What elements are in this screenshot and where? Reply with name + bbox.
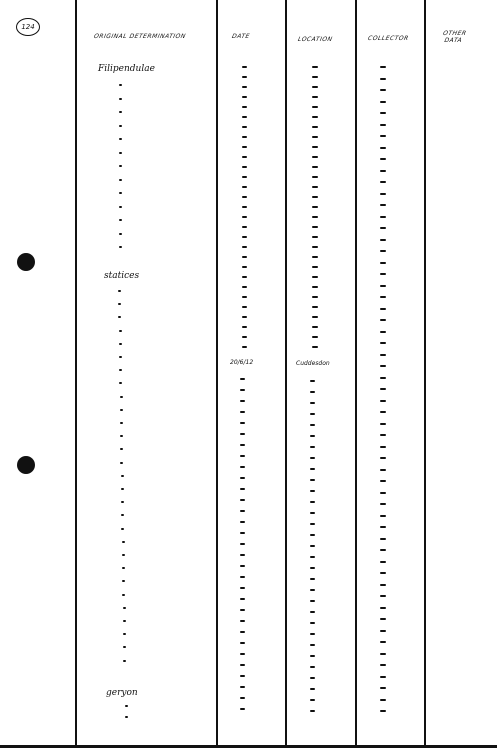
ditto-mark-location: [312, 106, 318, 108]
header-original-determination: ORIGINAL DETERMINATION: [93, 33, 187, 40]
ditto-mark-date: [242, 336, 247, 338]
ditto-mark-det: [125, 716, 128, 718]
ditto-mark-det: [120, 422, 123, 424]
ditto-mark-location: [312, 196, 318, 198]
ditto-mark-collector: [380, 193, 386, 195]
ditto-mark-collector: [380, 89, 386, 91]
ditto-mark-location: [310, 402, 315, 404]
ditto-mark-collector: [380, 411, 386, 413]
ditto-mark-collector: [380, 204, 386, 206]
ditto-mark-location: [310, 435, 315, 437]
ditto-mark-collector: [380, 78, 386, 80]
punch-hole-bottom: [17, 456, 35, 474]
ditto-mark-det: [120, 448, 123, 450]
ditto-mark-date: [240, 521, 245, 523]
ditto-mark-date: [242, 186, 247, 188]
ditto-mark-collector: [380, 273, 386, 275]
ditto-mark-date: [240, 598, 245, 600]
ditto-mark-collector: [380, 158, 386, 160]
species-entry-filipendulae: Filipendulae: [98, 64, 155, 74]
page-number: 124: [16, 18, 40, 36]
ditto-mark-collector: [380, 135, 386, 137]
ditto-mark-location: [310, 710, 315, 712]
ditto-mark-collector: [380, 492, 386, 494]
ditto-mark-det: [119, 219, 122, 221]
ditto-mark-date: [242, 316, 247, 318]
ditto-mark-det: [119, 165, 122, 167]
ditto-mark-date: [242, 166, 247, 168]
ditto-mark-det: [119, 111, 122, 113]
ditto-mark-location: [310, 413, 315, 415]
ditto-mark-date: [242, 176, 247, 178]
ditto-mark-det: [120, 396, 123, 398]
punch-hole-top: [17, 253, 35, 271]
ditto-mark-date: [242, 86, 247, 88]
ditto-mark-collector: [380, 526, 386, 528]
ditto-mark-date: [240, 477, 245, 479]
ditto-mark-date: [240, 488, 245, 490]
ditto-mark-collector: [380, 377, 386, 379]
ditto-mark-location: [312, 266, 318, 268]
ditto-mark-det: [121, 488, 124, 490]
ditto-mark-det: [119, 84, 122, 86]
ditto-mark-collector: [380, 250, 386, 252]
ditto-mark-location: [310, 677, 315, 679]
ditto-mark-location: [310, 534, 315, 536]
ditto-mark-det: [119, 382, 122, 384]
ditto-mark-collector: [380, 124, 386, 126]
ditto-mark-det: [123, 660, 126, 662]
ditto-mark-collector: [380, 262, 386, 264]
ditto-mark-collector: [380, 630, 386, 632]
ditto-mark-date: [240, 422, 245, 424]
ditto-mark-collector: [380, 216, 386, 218]
ditto-mark-det: [122, 541, 125, 543]
ditto-mark-collector: [380, 112, 386, 114]
ditto-mark-location: [312, 296, 318, 298]
ditto-mark-date: [242, 326, 247, 328]
ditto-mark-date: [242, 116, 247, 118]
ditto-mark-date: [240, 499, 245, 501]
ditto-mark-date: [242, 196, 247, 198]
ditto-mark-collector: [380, 446, 386, 448]
ditto-mark-collector: [380, 641, 386, 643]
ditto-mark-det: [123, 633, 126, 635]
ditto-mark-collector: [380, 285, 386, 287]
ditto-mark-det: [119, 125, 122, 127]
ditto-mark-collector: [380, 503, 386, 505]
ditto-mark-collector: [380, 699, 386, 701]
ditto-mark-date: [242, 266, 247, 268]
ditto-mark-date: [242, 206, 247, 208]
ditto-mark-location: [310, 424, 315, 426]
ditto-mark-det: [118, 316, 121, 318]
ditto-mark-det: [119, 330, 122, 332]
ditto-mark-det: [121, 475, 124, 477]
ditto-mark-det: [122, 554, 125, 556]
ditto-mark-det: [123, 607, 126, 609]
ditto-mark-collector: [380, 607, 386, 609]
ditto-mark-collector: [380, 147, 386, 149]
ditto-mark-date: [242, 276, 247, 278]
ditto-mark-det: [120, 409, 123, 411]
ditto-mark-det: [123, 646, 126, 648]
ditto-mark-location: [310, 490, 315, 492]
ditto-mark-date: [240, 686, 245, 688]
ditto-mark-location: [312, 96, 318, 98]
ditto-mark-det: [122, 580, 125, 582]
ditto-mark-collector: [380, 457, 386, 459]
ditto-mark-det: [121, 514, 124, 516]
ditto-mark-location: [310, 380, 315, 382]
ditto-mark-collector: [380, 227, 386, 229]
ditto-mark-date: [240, 444, 245, 446]
ditto-mark-det: [118, 290, 121, 292]
ditto-mark-date: [240, 510, 245, 512]
ditto-mark-collector: [380, 653, 386, 655]
ditto-mark-collector: [380, 572, 386, 574]
ditto-mark-date: [240, 466, 245, 468]
ditto-mark-location: [310, 512, 315, 514]
column-rule-date: [216, 0, 218, 745]
ditto-mark-date: [242, 66, 247, 68]
ditto-mark-location: [312, 136, 318, 138]
ditto-mark-collector: [380, 423, 386, 425]
ditto-mark-det: [120, 435, 123, 437]
ditto-mark-collector: [380, 66, 386, 68]
ditto-mark-date: [240, 378, 245, 380]
ditto-mark-date: [240, 433, 245, 435]
ditto-mark-date: [240, 576, 245, 578]
ditto-mark-date: [240, 532, 245, 534]
ditto-mark-location: [310, 457, 315, 459]
ditto-mark-location: [312, 306, 318, 308]
ditto-mark-collector: [380, 101, 386, 103]
ditto-mark-collector: [380, 469, 386, 471]
ditto-mark-collector: [380, 710, 386, 712]
ditto-mark-location: [310, 446, 315, 448]
ditto-mark-location: [310, 501, 315, 503]
ditto-mark-collector: [380, 331, 386, 333]
ditto-mark-collector: [380, 365, 386, 367]
ditto-mark-date: [240, 620, 245, 622]
ditto-mark-date: [240, 543, 245, 545]
ditto-mark-location: [310, 578, 315, 580]
ditto-mark-date: [242, 246, 247, 248]
ditto-mark-location: [312, 166, 318, 168]
ditto-mark-location: [312, 186, 318, 188]
ditto-mark-date: [242, 76, 247, 78]
species-entry-statices: statices: [104, 271, 140, 281]
ditto-mark-date: [242, 256, 247, 258]
ditto-mark-det: [119, 152, 122, 154]
ditto-mark-det: [119, 206, 122, 208]
ditto-mark-collector: [380, 434, 386, 436]
ditto-mark-date: [240, 609, 245, 611]
ditto-mark-collector: [380, 400, 386, 402]
ditto-mark-det: [121, 501, 124, 503]
ditto-mark-location: [312, 66, 318, 68]
ditto-mark-location: [310, 589, 315, 591]
ditto-mark-location: [312, 76, 318, 78]
ditto-mark-date: [240, 697, 245, 699]
ditto-mark-date: [242, 96, 247, 98]
ditto-mark-collector: [380, 515, 386, 517]
ditto-mark-date: [240, 631, 245, 633]
ditto-mark-det: [122, 594, 125, 596]
ditto-mark-date: [242, 226, 247, 228]
ditto-mark-location: [310, 600, 315, 602]
ditto-mark-date: [240, 411, 245, 413]
ditto-mark-collector: [380, 538, 386, 540]
ditto-mark-location: [310, 611, 315, 613]
ditto-mark-location: [312, 336, 318, 338]
ditto-mark-date: [240, 708, 245, 710]
ditto-mark-location: [312, 316, 318, 318]
ditto-mark-date: [240, 587, 245, 589]
ditto-mark-det: [119, 192, 122, 194]
ditto-mark-date: [240, 664, 245, 666]
ditto-mark-location: [310, 644, 315, 646]
ditto-mark-det: [123, 620, 126, 622]
ditto-mark-date: [240, 455, 245, 457]
ditto-mark-det: [122, 567, 125, 569]
ditto-mark-location: [312, 116, 318, 118]
ditto-mark-location: [310, 666, 315, 668]
bottom-rule: [0, 745, 497, 748]
ditto-mark-det: [121, 528, 124, 530]
ditto-mark-location: [312, 176, 318, 178]
ditto-mark-location: [312, 216, 318, 218]
column-rule-location: [285, 0, 287, 745]
ditto-mark-collector: [380, 388, 386, 390]
ditto-mark-collector: [380, 561, 386, 563]
ditto-mark-location: [312, 146, 318, 148]
ditto-mark-location: [312, 246, 318, 248]
ditto-mark-collector: [380, 618, 386, 620]
ditto-mark-date: [240, 675, 245, 677]
ditto-mark-collector: [380, 595, 386, 597]
ditto-mark-location: [312, 276, 318, 278]
ditto-mark-location: [312, 326, 318, 328]
ditto-mark-det: [125, 705, 128, 707]
ditto-mark-location: [310, 655, 315, 657]
header-location: LOCATION: [297, 36, 334, 43]
ditto-mark-location: [310, 567, 315, 569]
header-date: DATE: [231, 33, 251, 40]
ditto-mark-date: [242, 106, 247, 108]
ditto-mark-collector: [380, 676, 386, 678]
ditto-mark-collector: [380, 354, 386, 356]
ditto-mark-location: [312, 346, 318, 348]
species-entry-geryon: geryon: [106, 688, 138, 698]
ditto-mark-date: [242, 236, 247, 238]
ditto-mark-location: [310, 391, 315, 393]
ditto-mark-location: [310, 523, 315, 525]
ditto-mark-collector: [380, 549, 386, 551]
ditto-mark-det: [119, 369, 122, 371]
ditto-mark-date: [240, 400, 245, 402]
ditto-mark-date: [242, 216, 247, 218]
ditto-mark-det: [120, 462, 123, 464]
ditto-mark-det: [119, 356, 122, 358]
ditto-mark-collector: [380, 664, 386, 666]
ditto-mark-date: [240, 642, 245, 644]
ditto-mark-date: [240, 653, 245, 655]
ditto-mark-location: [310, 688, 315, 690]
ditto-mark-date: [240, 565, 245, 567]
ditto-mark-det: [119, 343, 122, 345]
location-entry: Cuddesdon: [296, 360, 330, 367]
ditto-mark-location: [312, 156, 318, 158]
ditto-mark-location: [312, 236, 318, 238]
ditto-mark-date: [242, 146, 247, 148]
ditto-mark-location: [310, 556, 315, 558]
ditto-mark-location: [312, 86, 318, 88]
ditto-mark-location: [310, 479, 315, 481]
ditto-mark-collector: [380, 170, 386, 172]
ditto-mark-location: [310, 468, 315, 470]
ditto-mark-collector: [380, 319, 386, 321]
ditto-mark-location: [312, 256, 318, 258]
ditto-mark-det: [119, 98, 122, 100]
ditto-mark-date: [242, 156, 247, 158]
ditto-mark-date: [242, 126, 247, 128]
date-entry: 20/6/12: [230, 359, 254, 366]
ditto-mark-collector: [380, 308, 386, 310]
ditto-mark-date: [242, 286, 247, 288]
ditto-mark-collector: [380, 239, 386, 241]
ditto-mark-det: [119, 233, 122, 235]
ditto-mark-det: [118, 303, 121, 305]
column-rule-other: [424, 0, 426, 745]
ditto-mark-collector: [380, 480, 386, 482]
ditto-mark-location: [310, 545, 315, 547]
ditto-mark-date: [240, 389, 245, 391]
ditto-mark-date: [242, 136, 247, 138]
ditto-mark-location: [312, 206, 318, 208]
ditto-mark-date: [242, 296, 247, 298]
ditto-mark-collector: [380, 181, 386, 183]
ditto-mark-collector: [380, 687, 386, 689]
header-other-data: OTHER DATA: [442, 30, 468, 44]
ditto-mark-location: [310, 622, 315, 624]
ditto-mark-date: [242, 346, 247, 348]
ditto-mark-det: [119, 179, 122, 181]
ditto-mark-date: [242, 306, 247, 308]
ditto-mark-det: [119, 246, 122, 248]
ditto-mark-collector: [380, 296, 386, 298]
ditto-mark-location: [310, 633, 315, 635]
ditto-mark-det: [119, 138, 122, 140]
ditto-mark-location: [310, 699, 315, 701]
column-rule-collector: [355, 0, 357, 745]
ditto-mark-collector: [380, 342, 386, 344]
header-collector: COLLECTOR: [367, 35, 410, 42]
ditto-mark-location: [312, 286, 318, 288]
ditto-mark-location: [312, 226, 318, 228]
ditto-mark-location: [312, 126, 318, 128]
column-rule-margin: [75, 0, 77, 745]
ditto-mark-collector: [380, 584, 386, 586]
ditto-mark-date: [240, 554, 245, 556]
